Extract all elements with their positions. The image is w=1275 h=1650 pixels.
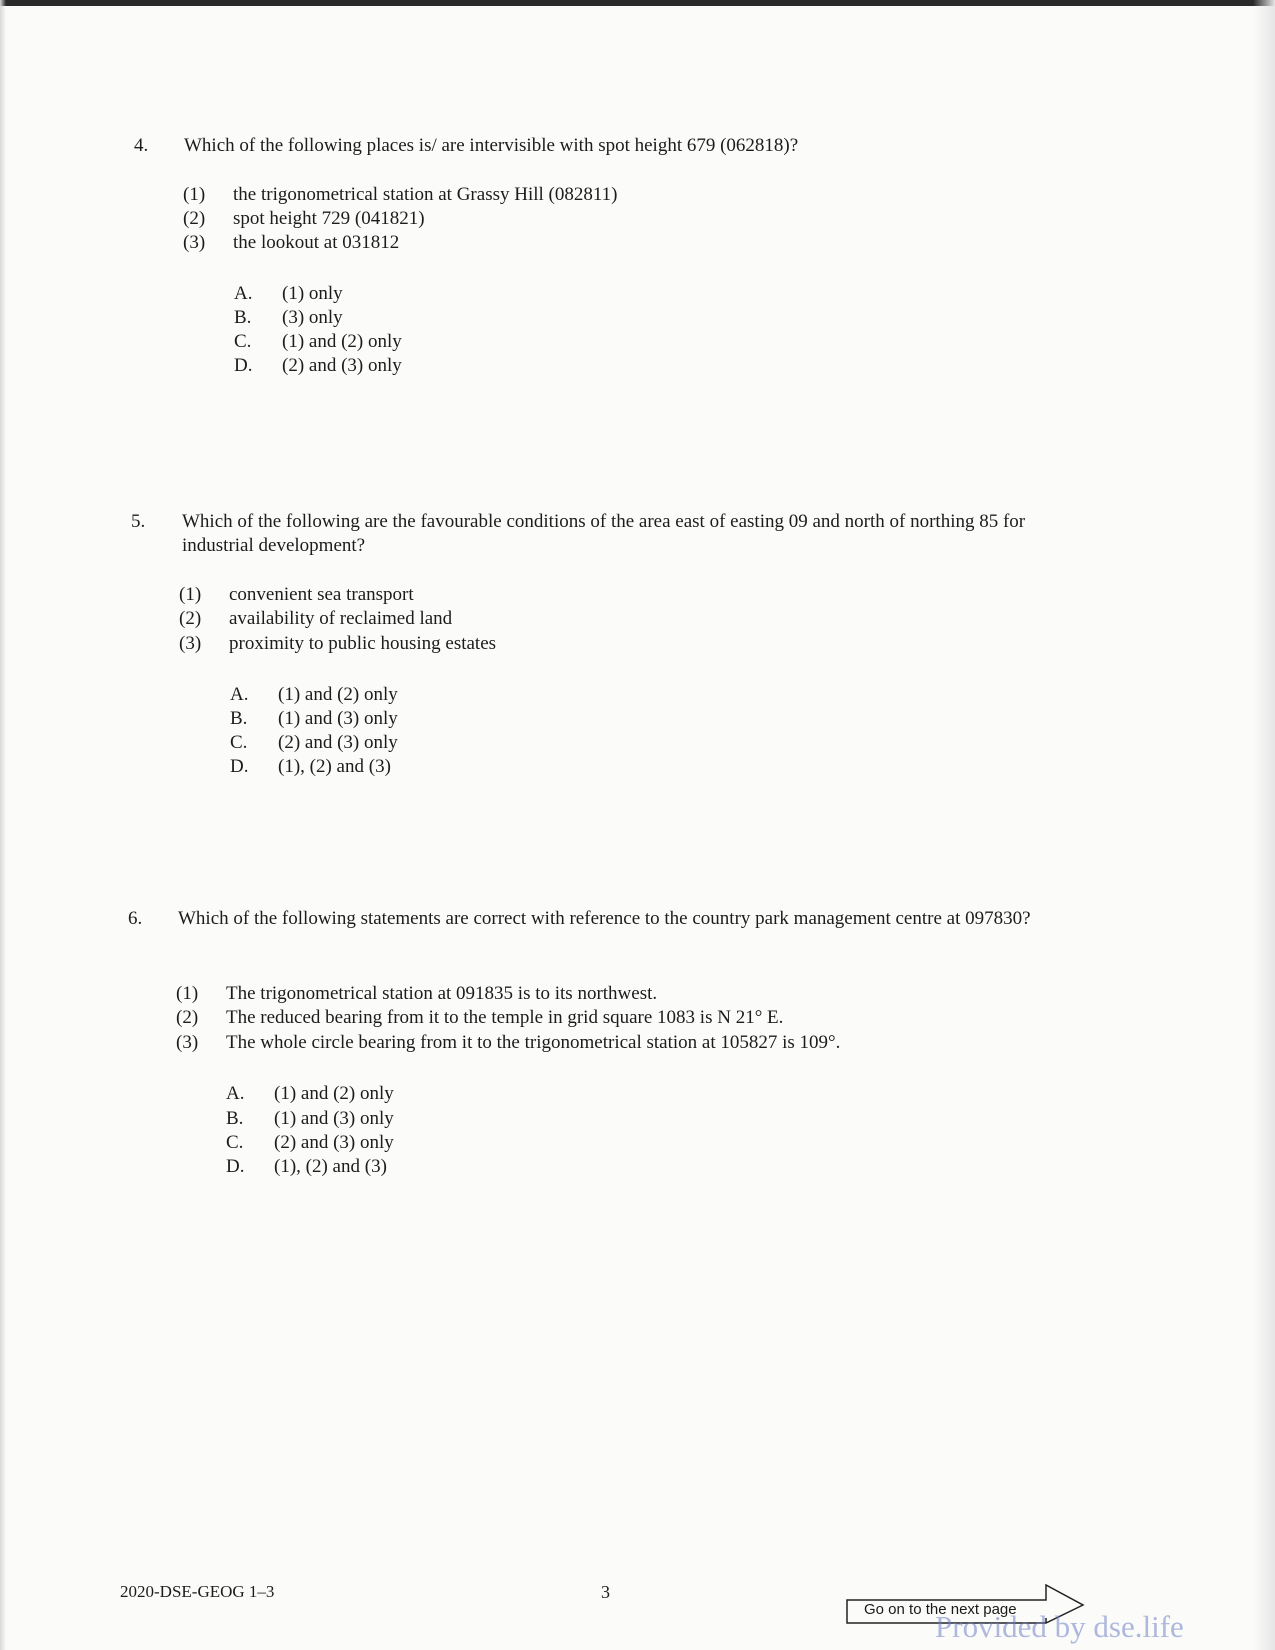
option-letter: B. [230,708,248,729]
scan-edge-top [0,0,1275,6]
option-letter: B. [234,307,252,328]
statement-text: convenient sea transport [229,584,414,605]
option-letter: D. [230,756,249,777]
statement-text: spot height 729 (041821) [233,208,425,229]
statement-number: (3) [183,232,206,253]
paper-code: 2020-DSE-GEOG 1–3 [120,1582,275,1601]
option-letter: C. [234,331,252,352]
question-number: 5. [131,511,146,532]
option-text: (1) and (3) only [278,708,398,729]
option-text: (2) and (3) only [278,732,398,753]
watermark: Provided by dse.life [935,1609,1184,1644]
option-text: (2) and (3) only [274,1132,394,1153]
option-letter: D. [226,1156,245,1177]
option-text: (1) only [282,283,343,304]
option-text: (1) and (3) only [274,1108,394,1129]
question-number: 4. [134,135,149,156]
question-text: Which of the following places is/ are intervisible with spot height 679 (062818)? [184,135,799,156]
statement-number: (1) [183,184,206,205]
option-letter: C. [226,1132,244,1153]
scan-edge-left [0,0,6,1650]
statement-text: proximity to public housing estates [229,633,497,654]
option-letter: A. [234,283,253,304]
option-text: (1) and (2) only [274,1083,394,1104]
option-letter: A. [230,684,249,705]
statement-text: The reduced bearing from it to the temple in grid square 1083 is N 21° E. [226,1007,784,1028]
statement-number: (3) [176,1032,199,1053]
option-text: (1) and (2) only [282,331,402,352]
statement-text: The whole circle bearing from it to the trigonometrical station at 105827 is 109°. [226,1032,841,1053]
option-letter: A. [226,1083,245,1104]
option-text: (1), (2) and (3) [278,756,391,777]
statement-text: The trigonometrical station at 091835 is to its northwest. [226,983,658,1004]
statement-number: (1) [179,584,202,605]
statement-text: the lookout at 031812 [233,232,400,253]
page-number: 3 [601,1582,610,1602]
option-letter: C. [230,732,248,753]
question-text: Which of the following statements are correct with reference to the country park management centre at 097830? [178,908,1031,929]
option-text: (1), (2) and (3) [274,1156,387,1177]
option-text: (2) and (3) only [282,355,402,376]
statement-number: (3) [179,633,202,654]
statement-text: the trigonometrical station at Grassy Hill (082811) [233,184,618,205]
next-page-label: Go on to the next page [864,1601,1017,1618]
option-text: (3) only [282,307,343,328]
statement-number: (2) [179,608,202,629]
statement-number: (2) [176,1007,199,1028]
question-number: 6. [128,908,143,929]
statement-number: (1) [176,983,199,1004]
scan-edge-right [1253,0,1275,1650]
option-text: (1) and (2) only [278,684,398,705]
statement-number: (2) [183,208,206,229]
option-letter: D. [234,355,253,376]
option-letter: B. [226,1108,244,1129]
statement-text: availability of reclaimed land [229,608,453,629]
question-text: Which of the following are the favourable conditions of the area east of easting 09 and north of northing 85 for industrial development? [182,511,1026,556]
